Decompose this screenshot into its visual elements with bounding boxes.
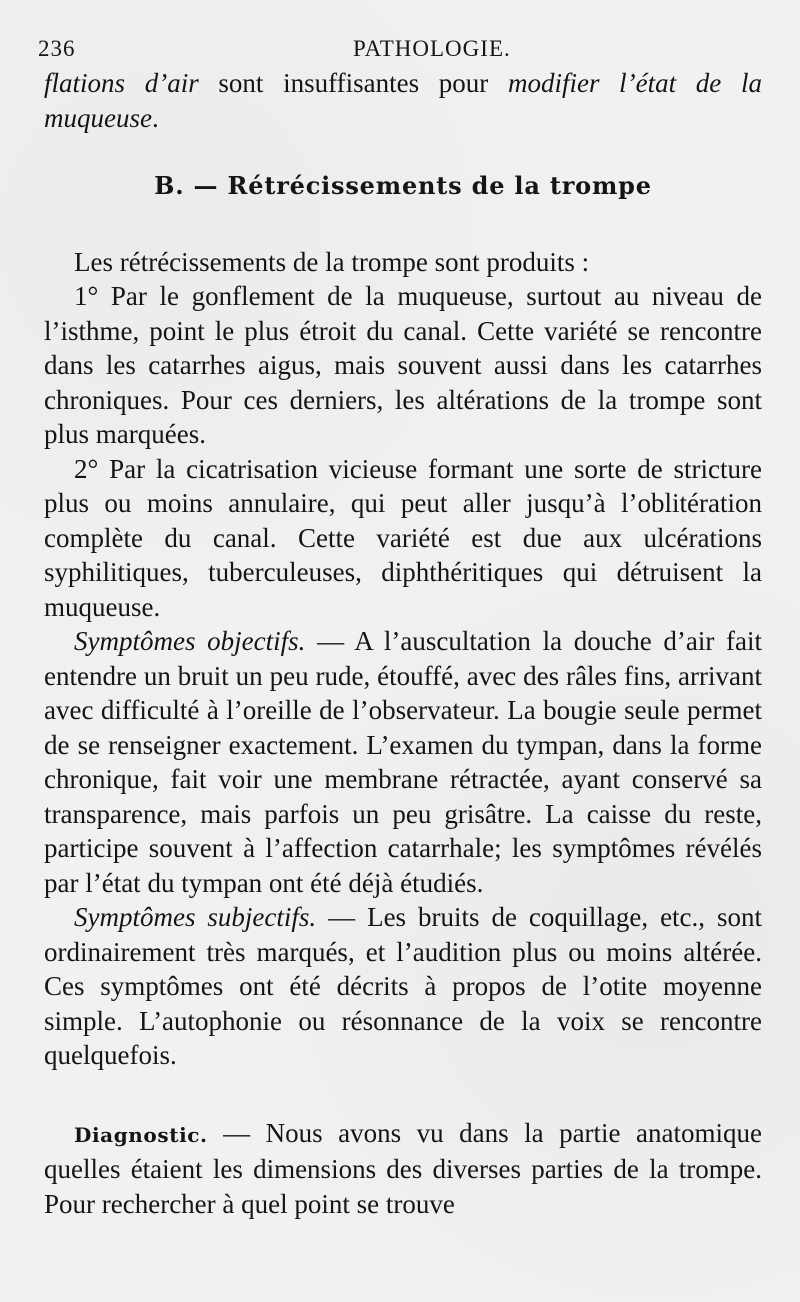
- italic-phrase-insufflations: flations d’air: [44, 68, 199, 98]
- objective-symptoms-label: Symptômes objectifs.: [74, 626, 306, 656]
- page-header: [38, 24, 762, 66]
- subjective-symptoms-paragraph: [44, 900, 762, 1073]
- continued-ending: .: [151, 102, 159, 133]
- objective-symptoms-text: — A l’auscultation la douche d’air fait entendre un bruit un peu rude, étouffé, avec des râles fins, arrivant avec difficulté à l’oreille de l’observateur. La bougie seule permet de se renseigner exactement. L’examen du tympan, dans la forme chronique, fait voir une membrane rétractée, ayant conservé sa transparence, mais parfois un peu grisâtre. La caisse du reste, participe souvent à l’affection catarrhale; les symptômes révélés par l’état du tympan ont été déjà étudiés.: [44, 626, 762, 898]
- continued-paragraph: [44, 66, 762, 135]
- objective-symptoms-paragraph: [44, 624, 762, 900]
- section-heading: B. — Rétrécissements de la trompe: [154, 171, 652, 200]
- subjective-symptoms-text: — Les bruits de coquillage, etc., sont ordinairement très marqués, et l’audition plus ou moins altérée. Ces symptômes ont été décrits à propos de l’otite moyenne simple. L’autophonie ou résonnance de la voix se rencontre quelquefois.: [44, 902, 762, 1070]
- second-cause-paragraph: 2° Par la cicatrisation vicieuse formant une sorte de stricture plus ou moins annulaire, qui peut aller jusqu’à l’oblitération complète du canal. Cette variété est due aux ulcérations syphilitiques, tuberculeuses, diphthéritiques qui détruisent la muqueuse.: [44, 453, 762, 622]
- page-body: [44, 66, 762, 1221]
- running-title: PATHOLOGIE.: [353, 36, 511, 61]
- diagnostic-label: Diagnostic.: [74, 1122, 208, 1147]
- subjective-symptoms-label: Symptômes subjectifs.: [74, 902, 317, 932]
- continued-text: sont insuffisantes pour: [198, 68, 508, 98]
- diagnostic-paragraph: [44, 1116, 762, 1222]
- italic-phrase-mucous-state: modifier l’état de la muqueuse: [44, 68, 762, 133]
- first-cause-paragraph: 1° Par le gonflement de la muqueuse, surtout au niveau de l’isthme, point le plus étroit du canal. Cette variété se rencontre dans les catarrhes aigus, mais souvent aussi dans les catarrhes chroniques. Pour ces derniers, les altérations de la trompe sont plus marquées.: [44, 281, 762, 449]
- page-number: 236: [38, 36, 76, 61]
- intro-paragraph: Les rétrécissements de la trompe sont produits :: [74, 246, 590, 277]
- diagnostic-text: — Nous avons vu dans la partie anatomique quelles étaient les dimensions des diverses parties de la trompe. Pour rechercher à quel point se trouve: [44, 1117, 762, 1219]
